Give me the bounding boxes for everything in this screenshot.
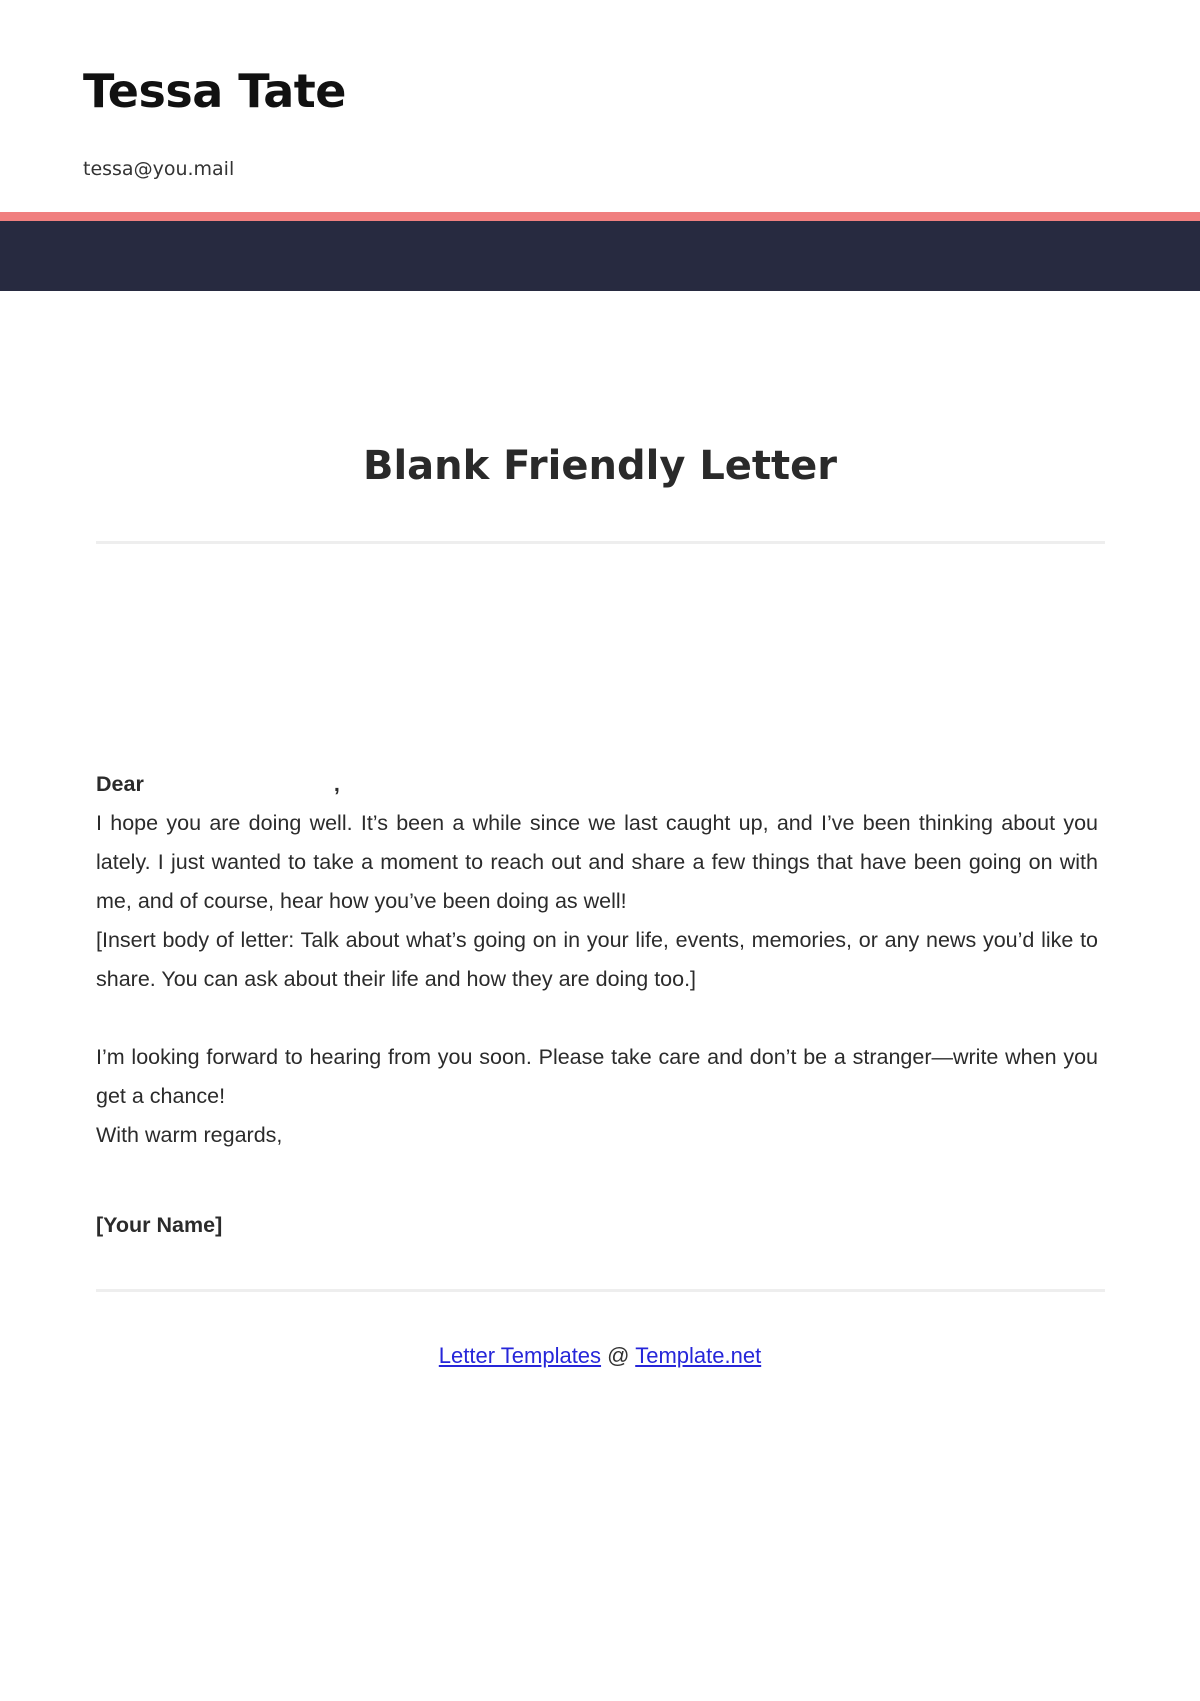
signature-name: [Your Name] (96, 1213, 223, 1237)
sender-name: Tessa Tate (83, 64, 346, 118)
bottom-divider (96, 1289, 1105, 1292)
salutation (96, 765, 1098, 804)
salutation-comma: , (333, 772, 340, 796)
closing-line: With warm regards, (96, 1123, 283, 1147)
sender-email: tessa@you.mail (83, 158, 235, 180)
letterhead (0, 0, 1200, 212)
paragraph-spacer (96, 999, 1098, 1038)
accent-stripe (0, 212, 1200, 221)
top-divider (96, 541, 1105, 544)
signature-spacer (96, 1155, 1098, 1206)
template-net-link[interactable]: Template.net (635, 1343, 762, 1368)
document-title: Blank Friendly Letter (362, 443, 838, 489)
footer (0, 1343, 1200, 1369)
footer-separator: @ (601, 1343, 636, 1368)
paragraph-intro: I hope you are doing well. It’s been a while since we last caught up, and I’ve been thinking about you lately. I just wanted to take a moment to reach out and share a few things that have been going on with me, and of course, hear how you’ve been doing as well! (96, 811, 1098, 913)
header-band (0, 221, 1200, 291)
letter-body (96, 765, 1098, 1245)
paragraph-closing: I’m looking forward to hearing from you soon. Please take care and don’t be a stranger—write when you get a chance! (96, 1045, 1098, 1108)
paragraph-body-placeholder: [Insert body of letter: Talk about what’s going on in your life, events, memories, or any news you’d like to share. You can ask about their life and how they are doing too.] (96, 928, 1098, 991)
salutation-prefix: Dear (96, 772, 144, 796)
letter-templates-link[interactable]: Letter Templates (438, 1343, 602, 1368)
